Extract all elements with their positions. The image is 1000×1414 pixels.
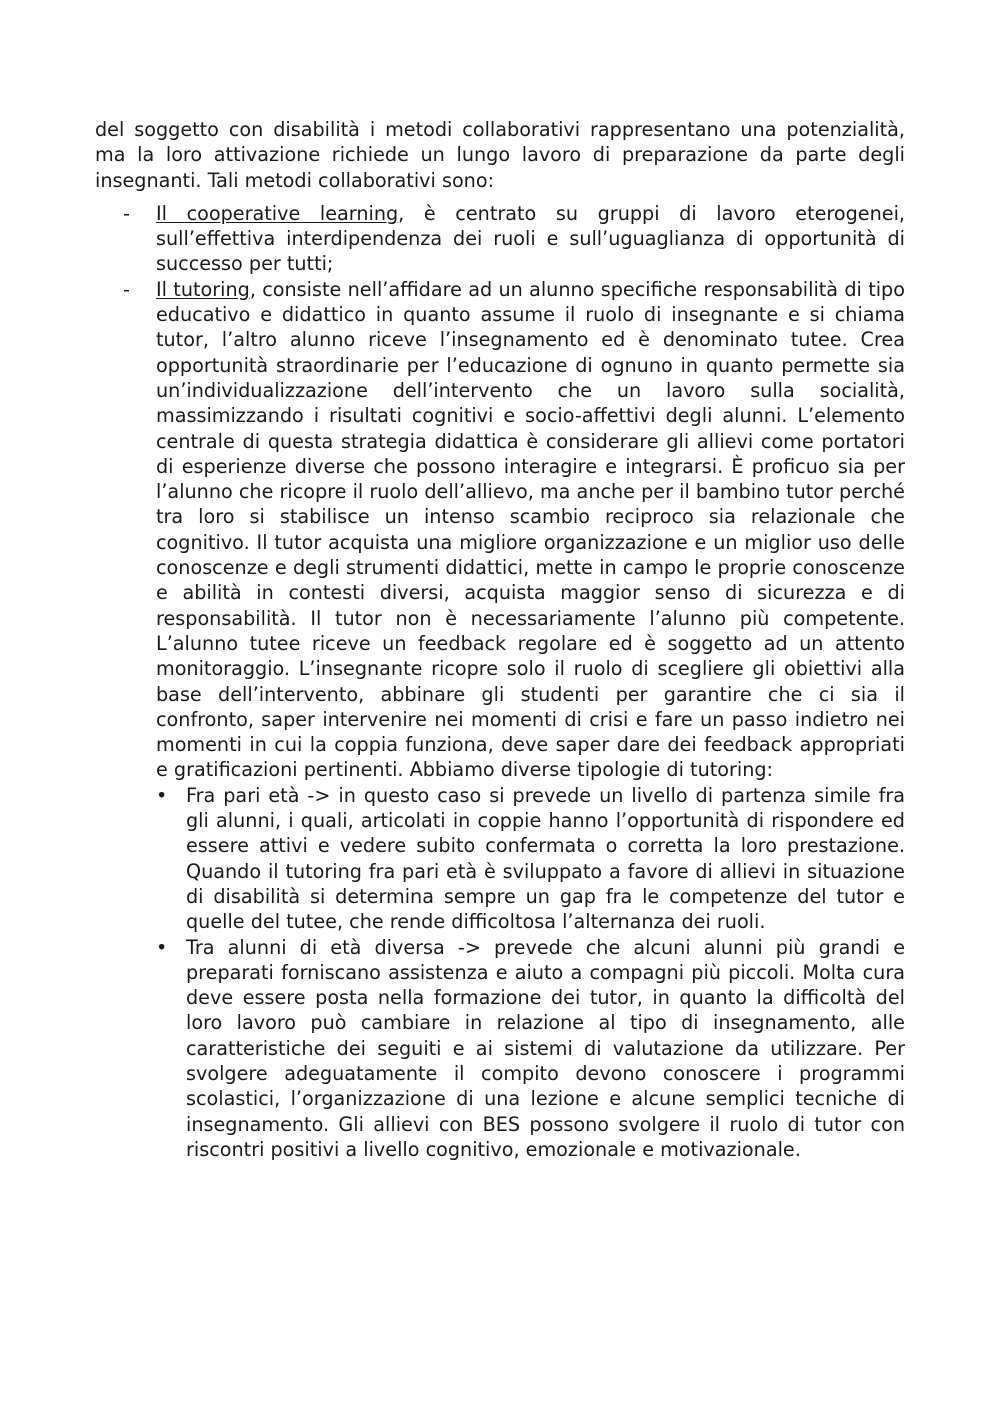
bullet-marker: • <box>156 783 168 807</box>
tutoring-type-text: Tra alunni di età diversa -> prevede che alcuni alunni più grandi e preparati forniscano assistenza e aiuto a compagni più piccoli. Molta cura deve essere posta nella formazione dei tutor, in quanto la difficoltà del loro lavoro può cambiare in relazione al tipo di insegnamento, alle caratteristiche dei seguiti e ai sistemi di valutazione da utilizzare. Per svolgere adeguatamente il compito devono conoscere i programmi scolastici, l’organizzazione di una lezione e alcune semplici tecniche di insegnamento. Gli allievi con BES possono svolgere il ruolo di tutor con riscontri positivi a livello cognitivo, emozionale e motivazionale. <box>186 935 905 1161</box>
tutoring-types-list <box>156 783 905 1162</box>
dash-marker: - <box>123 201 130 225</box>
tutoring-type-item-cross-age <box>156 935 905 1163</box>
collaborative-methods-list <box>95 201 905 1162</box>
method-description: , consiste nell’affidare ad un alunno specifiche responsabilità di tipo educativo e didattico in quanto assume il ruolo di insegnante e si chiama tutor, l’altro alunno riceve l’insegnamento ed è denominato tutee. Crea opportunità straordinarie per l’educazione di ognuno in quanto permette sia un’individualizzazione dell’intervento che un lavoro sulla socialità, massimizzando i risultati cognitivi e socio-affettivi degli alunni. L’elemento centrale di questa strategia didattica è considerare gli allievi come portatori di esperienze diverse che possono interagire e integrarsi. È proficuo sia per l’alunno che ricopre il ruolo dell’allievo, ma anche per il bambino tutor perché tra loro si stabilisce un intenso scambio reciproco sia relazionale che cognitivo. Il tutor acquista una migliore organizzazione e un miglior uso delle conoscenze e degli strumenti didattici, mette in campo le proprie conoscenze e abilità in contesti diversi, acquista maggior senso di sicurezza e di responsabilità. Il tutor non è necessariamente l’alunno più competente. L’alunno tutee riceve un feedback regolare ed è soggetto ad un attento monitoraggio. L’insegnante ricopre solo il ruolo di scegliere gli obiettivi alla base dell’intervento, abbinare gli studenti per garantire che ci sia il confronto, saper intervenire nei momenti di crisi e fare un passo indietro nei momenti in cui la coppia funziona, deve saper dare dei feedback appropriati e gratificazioni pertinenti. Abbiamo diverse tipologie di tutoring: <box>156 277 905 782</box>
bullet-marker: • <box>156 935 168 959</box>
tutoring-type-item-peer <box>156 783 905 935</box>
method-item-cooperative-learning <box>95 201 905 277</box>
dash-marker: - <box>123 277 130 301</box>
method-description: , è centrato su gruppi di lavoro eterogenei, sull’effettiva interdipendenza dei ruoli e sull’uguaglianza di opportunità di successo per tutti; <box>156 201 905 276</box>
document-page <box>95 117 905 1162</box>
intro-paragraph: del soggetto con disabilità i metodi collaborativi rappresentano una potenzialità, ma la loro attivazione richiede un lungo lavoro di preparazione da parte degli insegnanti. Tali metodi collaborativi sono: <box>95 118 905 192</box>
method-term: Il cooperative learning <box>156 201 399 225</box>
method-term: Il tutoring <box>156 277 250 301</box>
tutoring-type-text: Fra pari età -> in questo caso si prevede un livello di partenza simile fra gli alunni, i quali, articolati in coppie hanno l’opportunità di rispondere ed essere attivi e vedere subito confermata o corretta la loro prestazione. Quando il tutoring fra pari età è sviluppato a favore di allievi in situazione di disabilità si determina sempre un gap fra le competenze del tutor e quelle del tutee, che rende difficoltosa l’alternanza dei ruoli. <box>186 783 905 934</box>
method-item-tutoring <box>95 277 905 1162</box>
